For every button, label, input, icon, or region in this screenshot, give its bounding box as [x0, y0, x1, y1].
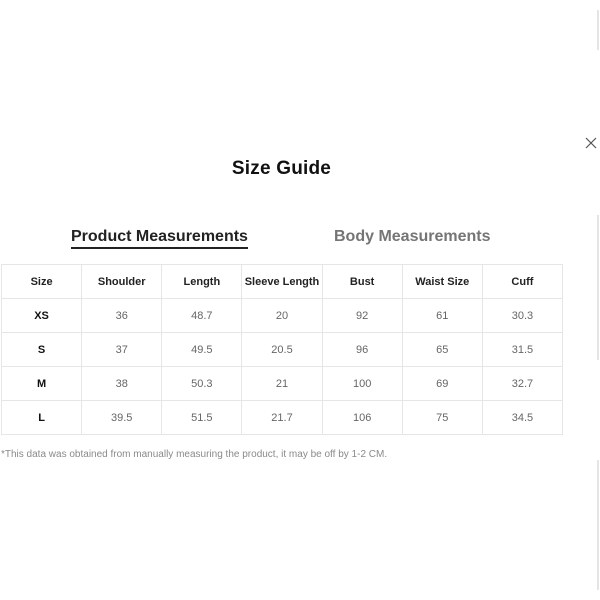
table-cell: 34.5 — [482, 401, 562, 435]
close-icon — [583, 135, 599, 151]
column-header-size: Size — [2, 265, 82, 299]
measurement-disclaimer: *This data was obtained from manually measuring the product, it may be off by 1-2 CM. — [1, 449, 388, 460]
table-cell: 51.5 — [162, 401, 242, 435]
scrollbar-edge — [597, 460, 599, 590]
table-header-row — [2, 265, 563, 299]
column-header-waist-size: Waist Size — [402, 265, 482, 299]
table-cell: 92 — [322, 299, 402, 333]
tab-product-measurements[interactable]: Product Measurements — [71, 228, 248, 249]
table-cell: 39.5 — [82, 401, 162, 435]
table-row — [2, 299, 563, 333]
table-cell: 30.3 — [482, 299, 562, 333]
table-cell: 69 — [402, 367, 482, 401]
size-table — [1, 264, 563, 435]
table-cell: 106 — [322, 401, 402, 435]
table-cell: 49.5 — [162, 333, 242, 367]
table-cell: 65 — [402, 333, 482, 367]
table-cell: 31.5 — [482, 333, 562, 367]
table-cell: 50.3 — [162, 367, 242, 401]
table-cell: 75 — [402, 401, 482, 435]
column-header-length: Length — [162, 265, 242, 299]
size-cell: S — [2, 333, 82, 367]
table-cell: 21 — [242, 367, 322, 401]
table-row — [2, 401, 563, 435]
table-cell: 36 — [82, 299, 162, 333]
tab-body-measurements[interactable]: Body Measurements — [334, 228, 491, 245]
table-cell: 32.7 — [482, 367, 562, 401]
table-cell: 96 — [322, 333, 402, 367]
table-cell: 100 — [322, 367, 402, 401]
table-cell: 20.5 — [242, 333, 322, 367]
table-cell: 38 — [82, 367, 162, 401]
table-row — [2, 333, 563, 367]
column-header-sleeve-length: Sleeve Length — [242, 265, 322, 299]
modal-title: Size Guide — [231, 158, 332, 179]
scrollbar-edge — [597, 10, 599, 50]
column-header-cuff: Cuff — [482, 265, 562, 299]
table-cell: 61 — [402, 299, 482, 333]
table-cell: 37 — [82, 333, 162, 367]
table-cell: 21.7 — [242, 401, 322, 435]
column-header-bust: Bust — [322, 265, 402, 299]
size-cell: M — [2, 367, 82, 401]
table-row — [2, 367, 563, 401]
scrollbar-edge — [597, 215, 599, 360]
size-cell: XS — [2, 299, 82, 333]
size-cell: L — [2, 401, 82, 435]
column-header-shoulder: Shoulder — [82, 265, 162, 299]
close-button[interactable] — [583, 135, 599, 151]
table-cell: 48.7 — [162, 299, 242, 333]
table-cell: 20 — [242, 299, 322, 333]
